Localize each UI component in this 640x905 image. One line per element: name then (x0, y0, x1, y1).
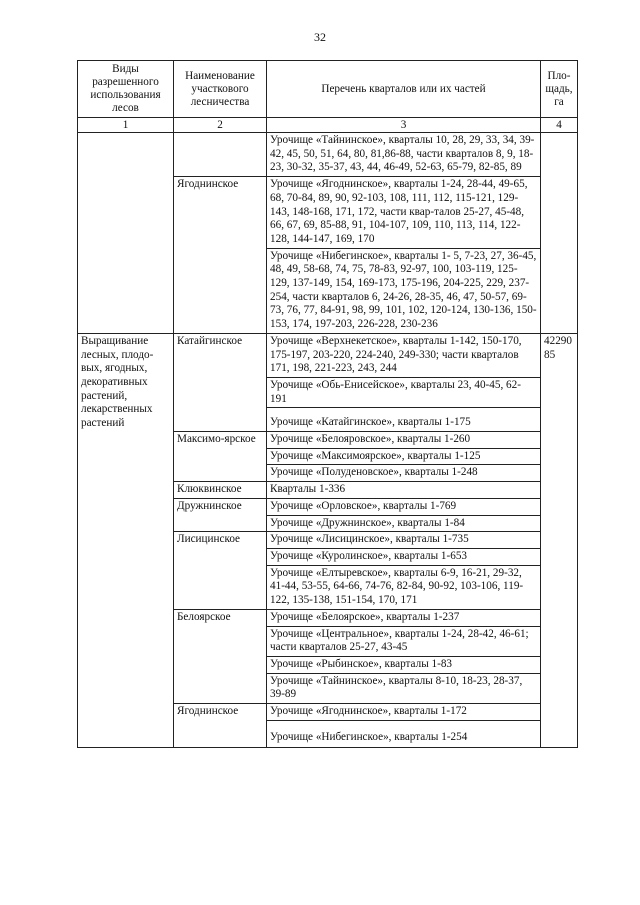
forestry-cell: Белоярское (174, 609, 267, 703)
quarters-cell: Урочище «Верхнекетское», кварталы 1-142, 150-170, 175-197, 203-220, 224-240, 249-330; части кварталов 171, 198, 221-223, 243, 244 (267, 333, 541, 377)
use-type-cell: Выращивание лесных, плодо-вых, ягодных, декоративных растений, лекарственных растений (78, 333, 174, 748)
quarters-cell: Урочище «Нибегинское», кварталы 1-254 (267, 720, 541, 748)
table-row (78, 333, 578, 377)
header-forestry: Наименование участкового лесничества (174, 61, 267, 118)
quarters-cell: Урочище «Рыбинское», кварталы 1-83 (267, 656, 541, 673)
quarters-cell: Урочище «Ягоднинское», кварталы 1-24, 28-44, 49-65, 68, 70-84, 89, 90, 92-103, 108, 111, 112, 115-121, 129-143, 148-168, 171, 172, части квар-талов 25-27, 45-48, 66, 67, 69, 85-88, 91, 104-107, 109, 110, 113, 114, 122-128, 144-147, 169, 170 (267, 177, 541, 249)
page-number: 32 (314, 30, 326, 44)
quarters-cell: Урочище «Куролинское», кварталы 1-653 (267, 548, 541, 565)
header-use-type: Виды разрешенного использования лесов (78, 61, 174, 118)
forestry-cell: Дружнинское (174, 498, 267, 531)
column-number: 4 (541, 118, 578, 133)
column-number: 2 (174, 118, 267, 133)
area-cell: 4229085 (541, 333, 578, 748)
quarters-cell: Урочище «Орловское», кварталы 1-769 (267, 498, 541, 515)
forestry-cell: Катайгинское (174, 333, 267, 431)
quarters-cell: Урочище «Дружнинское», кварталы 1-84 (267, 515, 541, 532)
header-area: Пло-щадь, га (541, 61, 578, 118)
forestry-cell (174, 133, 267, 177)
use-type-cell (78, 133, 174, 334)
quarters-cell: Урочище «Обь-Енисейское», кварталы 23, 40-45, 62-191 (267, 377, 541, 407)
quarters-cell: Урочище «Полуденовское», кварталы 1-248 (267, 465, 541, 482)
column-number: 3 (267, 118, 541, 133)
forestry-cell: Лисицинское (174, 532, 267, 610)
quarters-cell: Урочище «Максимоярское», кварталы 1-125 (267, 448, 541, 465)
quarters-cell: Урочище «Тайнинское», кварталы 10, 28, 29, 33, 34, 39-42, 45, 50, 51, 64, 80, 81,86-88, части кварталов 8, 9, 18-23, 30-32, 35-37, 43, 44, 46-49, 52-63, 65-79, 82-85, 89 (267, 133, 541, 177)
area-cell (541, 133, 578, 334)
quarters-cell: Урочище «Центральное», кварталы 1-24, 28-42, 46-61; части кварталов 25-27, 43-45 (267, 626, 541, 656)
header-quarters: Перечень кварталов или их частей (267, 61, 541, 118)
header-row (78, 61, 578, 118)
column-number: 1 (78, 118, 174, 133)
column-number-row (78, 118, 578, 133)
forestry-cell: Клюквинское (174, 482, 267, 499)
quarters-cell: Урочище «Катайгинское», кварталы 1-175 (267, 408, 541, 432)
forestry-cell: Максимо-ярское (174, 432, 267, 482)
quarters-cell: Урочище «Тайнинское», кварталы 8-10, 18-23, 28-37, 39-89 (267, 673, 541, 703)
forest-use-table (77, 60, 578, 748)
quarters-cell: Урочище «Белояровское», кварталы 1-260 (267, 432, 541, 449)
quarters-cell: Кварталы 1-336 (267, 482, 541, 499)
quarters-cell: Урочище «Елтыревское», кварталы 6-9, 16-21, 29-32, 41-44, 53-55, 64-66, 74-76, 82-84, 90-92, 103-106, 119-122, 135-138, 151-154, 170, 171 (267, 565, 541, 609)
quarters-cell: Урочище «Белоярское», кварталы 1-237 (267, 609, 541, 626)
quarters-cell: Урочище «Лисицинское», кварталы 1-735 (267, 532, 541, 549)
table-row (78, 133, 578, 177)
quarters-cell: Урочище «Нибегинское», кварталы 1- 5, 7-23, 27, 36-45, 48, 49, 58-68, 74, 75, 78-83, 92-97, 100, 103-119, 125-129, 137-149, 154, 169-173, 175-196, 204-225, 229, 237-254, части кварталов 6, 24-26, 28-35, 46, 47, 50-57, 69-73, 76, 77, 84-91, 98, 99, 101, 102, 120-124, 130-136, 150-153, 174, 197-203, 226-228, 230-236 (267, 248, 541, 333)
forestry-cell: Ягоднинское (174, 704, 267, 748)
quarters-cell: Урочище «Ягоднинское», кварталы 1-172 (267, 704, 541, 721)
forestry-cell: Ягоднинское (174, 177, 267, 334)
